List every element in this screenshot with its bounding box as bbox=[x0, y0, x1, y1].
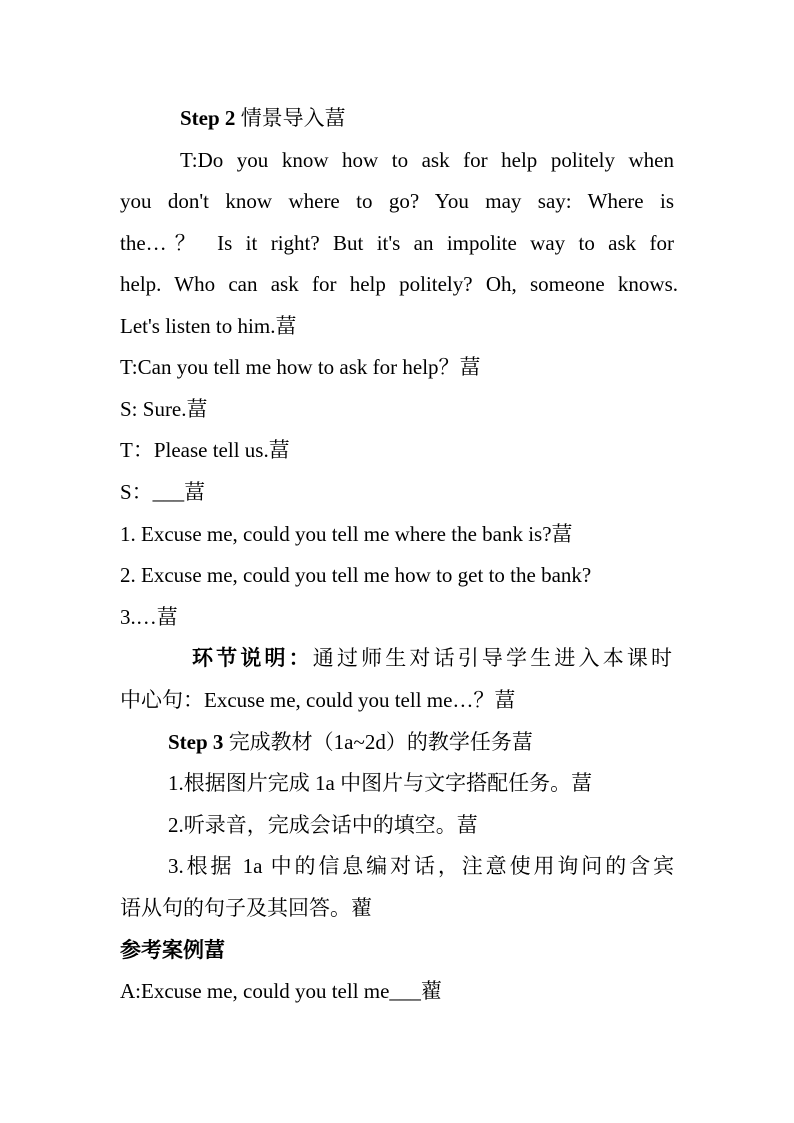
step3-title: 完成教材（1a~2d）的教学任务葍 bbox=[223, 730, 533, 754]
paragraph-line: help. Who can ask for help politely? Oh, someone knows. bbox=[120, 272, 678, 296]
task-item: 语从句的句子及其回答。藋 bbox=[120, 896, 372, 920]
paragraph-line: the…？ Is it right? But it's an impolite way to ask for bbox=[120, 231, 674, 255]
step2-label: Step 2 bbox=[180, 106, 236, 130]
list-item: 2. Excuse me, could you tell me how to get to the bank? bbox=[120, 563, 592, 587]
dialogue-line: T:Can you tell me how to ask for help？葍 bbox=[120, 355, 481, 379]
dialogue-line: T：Please tell us.葍 bbox=[120, 438, 290, 462]
note-label: 环节说明： bbox=[192, 646, 313, 670]
paragraph-line: you don't know where to go? You may say: Where is bbox=[120, 189, 674, 213]
task-item: 1.根据图片完成 1a 中图片与文字搭配任务。葍 bbox=[168, 771, 593, 795]
step2-heading bbox=[180, 104, 740, 132]
step3-label: Step 3 bbox=[168, 730, 224, 754]
paragraph-line: Let's listen to him.葍 bbox=[120, 314, 297, 338]
note-line: 中心句：Excuse me, could you tell me…？葍 bbox=[120, 688, 516, 712]
note-line bbox=[192, 644, 672, 672]
list-item: 3.…葍 bbox=[120, 605, 178, 629]
paragraph-line: T:Do you know how to ask for help politely when bbox=[180, 148, 674, 172]
reference-heading: 参考案例葍 bbox=[120, 938, 225, 962]
note-text: 通过师生对话引导学生进入本课时 bbox=[312, 646, 673, 670]
task-item: 2.听录音，完成会话中的填空。葍 bbox=[168, 813, 478, 837]
step2-title: 情景导入葍 bbox=[235, 106, 346, 130]
step3-heading bbox=[168, 728, 728, 756]
dialogue-line: S：___葍 bbox=[120, 480, 206, 504]
dialogue-line: S: Sure.葍 bbox=[120, 397, 208, 421]
list-item: 1. Excuse me, could you tell me where the bank is?葍 bbox=[120, 522, 573, 546]
task-item: 3.根据 1a 中的信息编对话，注意使用询问的含宾 bbox=[168, 854, 674, 878]
reference-line: A:Excuse me, could you tell me___藋 bbox=[120, 979, 442, 1003]
